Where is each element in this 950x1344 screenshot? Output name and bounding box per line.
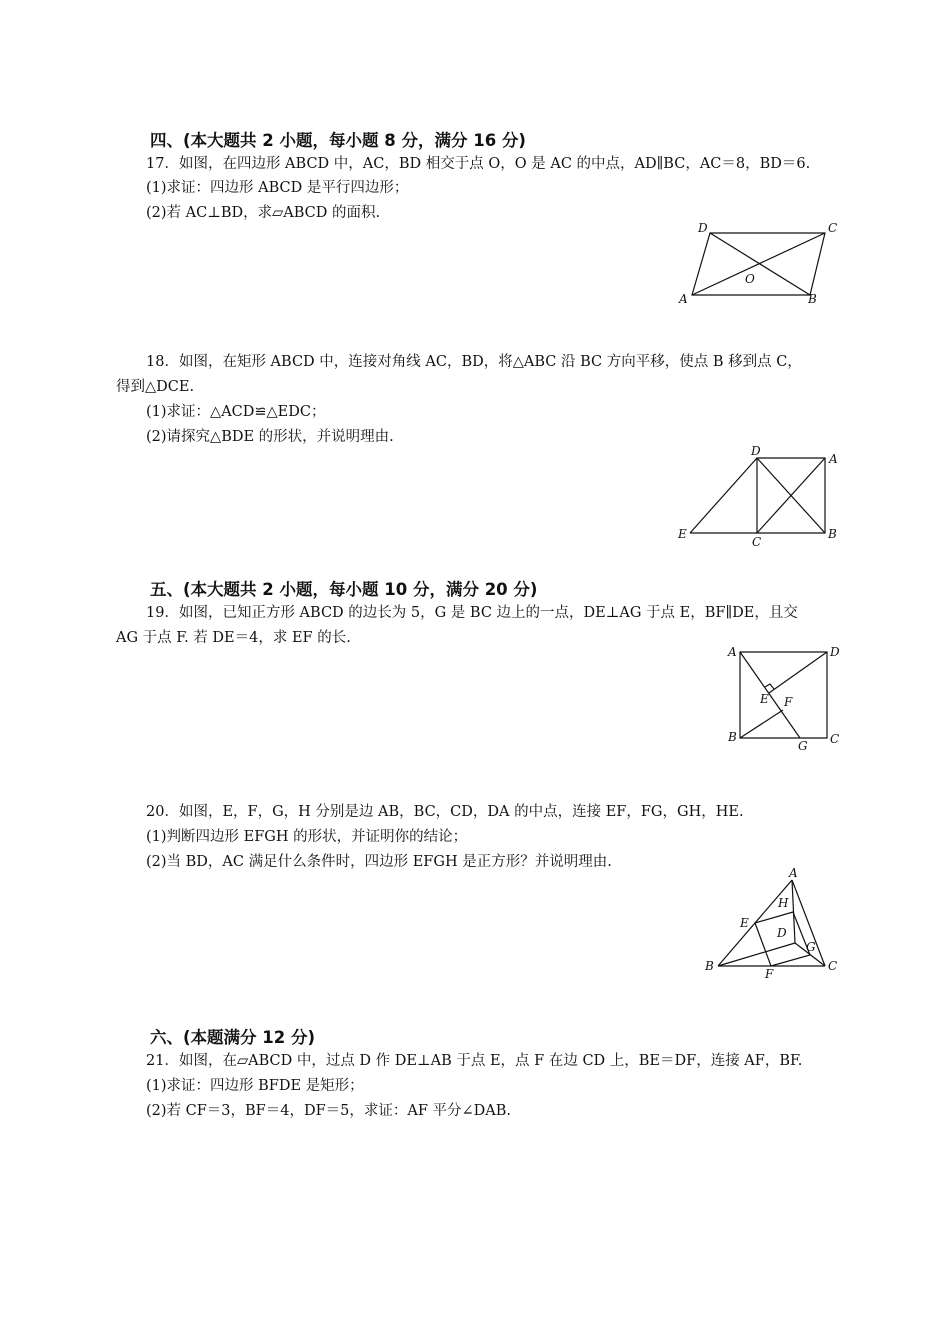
segment-de	[769, 652, 827, 693]
label-A: A	[789, 866, 798, 880]
label-C: C	[752, 535, 762, 549]
segment-ed	[690, 458, 757, 533]
q18-part1: (1)求证：△ACD≌△EDC；	[146, 404, 326, 420]
label-B: B	[808, 292, 817, 306]
q21-statement: 21．如图，在▱ABCD 中，过点 D 作 DE⊥AB 于点 E，点 F 在边 CD 上，BE＝DF，连接 AF，BF.	[146, 1053, 803, 1069]
label-E: E	[678, 527, 687, 541]
label-B: B	[705, 959, 714, 973]
label-G: G	[806, 940, 816, 954]
label-H: H	[778, 896, 789, 910]
label-O: O	[745, 272, 755, 286]
label-G: G	[798, 739, 808, 753]
q19-figure-square	[720, 640, 850, 755]
section-6-header: 六、(本题满分 12 分)	[150, 1028, 316, 1047]
q18-figure-rectangle	[670, 440, 850, 550]
label-C: C	[830, 732, 840, 746]
q20-part1: (1)判断四边形 EFGH 的形状，并证明你的结论；	[146, 829, 468, 845]
q17-figure-parallelogram	[670, 215, 850, 315]
q19-statement-line2: AG 于点 F. 若 DE＝4，求 EF 的长.	[116, 630, 351, 646]
q17-part1: (1)求证：四边形 ABCD 是平行四边形；	[146, 180, 409, 196]
q18-statement-line1: 18．如图，在矩形 ABCD 中，连接对角线 AC，BD，将△ABC 沿 BC 方向平移，使点 B 移到点 C，	[146, 354, 802, 370]
section-5-header: 五、(本大题共 2 小题，每小题 10 分，满分 20 分)	[150, 580, 538, 599]
label-C: C	[828, 959, 838, 973]
label-D: D	[830, 645, 840, 659]
label-E: E	[760, 692, 769, 706]
label-E: E	[740, 916, 749, 930]
q19-statement-line1: 19．如图，已知正方形 ABCD 的边长为 5，G 是 BC 边上的一点，DE⊥AG 于点 E，BF∥DE，且交	[146, 605, 798, 621]
section-4-header: 四、(本大题共 2 小题，每小题 8 分，满分 16 分)	[150, 131, 526, 150]
q20-figure-quadrilateral	[700, 865, 850, 985]
q21-part2: (2)若 CF＝3，BF＝4，DF＝5，求证：AF 平分∠DAB.	[146, 1103, 512, 1119]
q17-part2: (2)若 AC⊥BD，求▱ABCD 的面积.	[146, 205, 381, 221]
q18-part2: (2)请探究△BDE 的形状，并说明理由.	[146, 429, 394, 445]
label-D: D	[751, 444, 761, 458]
label-F: F	[765, 967, 774, 981]
q18-statement-line2: 得到△DCE.	[116, 379, 195, 395]
segment-bf	[740, 710, 783, 738]
diagonal-bd	[710, 233, 810, 295]
label-C: C	[828, 221, 838, 235]
segment-ad	[792, 880, 795, 943]
q21-part1: (1)求证：四边形 BFDE 是矩形；	[146, 1078, 364, 1094]
label-D: D	[777, 926, 787, 940]
label-F: F	[784, 695, 793, 709]
label-D: D	[698, 221, 708, 235]
label-A: A	[679, 292, 688, 306]
label-A: A	[829, 452, 838, 466]
q20-part2: (2)当 BD，AC 满足什么条件时，四边形 EFGH 是正方形？并说明理由.	[146, 854, 612, 870]
label-B: B	[728, 730, 737, 744]
label-A: A	[728, 645, 737, 659]
q20-statement: 20．如图，E，F，G，H 分别是边 AB，BC，CD，DA 的中点，连接 EF，FG，GH，HE.	[146, 804, 744, 820]
right-angle-mark	[765, 684, 774, 689]
label-B: B	[828, 527, 837, 541]
q17-statement: 17．如图，在四边形 ABCD 中，AC，BD 相交于点 O，O 是 AC 的中点，AD∥BC，AC＝8，BD＝6.	[146, 156, 811, 172]
diagonal-ac	[692, 233, 825, 295]
